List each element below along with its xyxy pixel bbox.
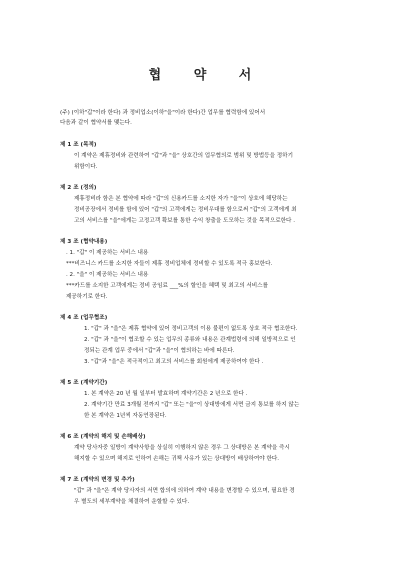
article-2-line: 고의 서비스를 "을"에게는 고정고객 확보를 통한 수익 창출을 도모하는 것을 목적으로한다 . (74, 218, 296, 224)
article-4-line: 1. "갑" 과 "을"은 제휴 협약에 있어 정비고객의 이용 불편이 없도록 상호 적극 협조한다. (84, 326, 298, 332)
article-6-line: 해지할 수 있으며 해지로 인하여 손해는 귀책 사유가 있는 상대방이 배상하여야 한다. (74, 456, 280, 462)
article-7-line: 우 별도의 세부계약을 체결하여 운할할 수 있다. (74, 499, 190, 505)
article-3-line: . 2. "을" 이 제공하는 서비스 내용 (66, 272, 149, 278)
article-1-line: 이 계약은 제휴정비와 관련하여 "갑"과 "을" 상호간의 업무협의로 범위 및 방법등을 정하기 (74, 153, 293, 159)
article-3-line: ***카드를 소지한 고객에게는 정비 공임료 ___%의 할인을 혜택 및 최고의 서비스를 (66, 283, 268, 289)
article-6-line: 계약 당사자중 일방이 계약사항을 상실히 이행하지 않은 경우 그 상대방은 본 계약을 즉시 (74, 445, 290, 451)
intro-line-1: (주) (이하"갑"이라 한다) 과 정비업소(이하"을"이라 한다)간 업무를 협력함에 있어서 (60, 110, 266, 116)
article-3-line: . 1. "갑" 이 제공하는 서비스 내용 (66, 250, 149, 256)
article-3-line: 제공하기로 한다. (66, 294, 108, 300)
article-6-heading: 제 6 조 (계약의 해지 및 손해배상) (60, 434, 146, 440)
article-3-heading: 제 3 조 (협약내용) (60, 239, 108, 245)
intro-line-2: 다음과 같이 협약서를 맺는다. (60, 120, 132, 126)
article-5-line: 2. 계약기간 만료 3개월 전까지 "갑" 또는 "을"이 상대방에게 서면 금지 통보를 하지 않는 (84, 402, 300, 408)
article-5-line: 1. 본 계약은 20 년 월 일부터 발효하며 계약기간은 2 년으로 한다 . (84, 391, 248, 397)
article-2-line: 정비공장에서 정비를 함에 있어 "갑"의 고객에게는 정비우대를 함으로써 "갑"의 고객에게 최 (74, 207, 297, 213)
article-2-line: 제휴정비라 함은 본 협약에 따라 "갑"의 신용카드를 소지한 자가 "을"이 상호에 해당하는 (74, 196, 288, 202)
page-title: 협 약 서 (148, 68, 266, 83)
article-1-line: 위함이다. (74, 164, 98, 170)
article-4-line: 3. "갑"과 "을"은 적극적이고 최고의 서비스를 회원에게 제공하여야 한다 . (84, 359, 264, 365)
article-1-heading: 제 1 조 (목적) (60, 142, 97, 148)
article-5-line: 한 본 계약은 1년씩 자동연장된다. (84, 413, 167, 419)
article-4-heading: 제 4 조 (업무협조) (60, 315, 108, 321)
article-2-heading: 제 2 조 (정의) (60, 185, 97, 191)
article-3-line: ***비즈니스 카드를 소지한 자들이 제휴 정비업체에 정비할 수 있도록 적극 홍보한다. (66, 261, 273, 267)
article-7-heading: 제 7 조 (계약의 변경 및 추가) (60, 477, 135, 483)
article-5-heading: 제 5 조 (계약기간) (60, 380, 108, 386)
article-7-line: "갑" 과 "을"은 계약 당사자의 서면 합의에 의하여 계약 내용을 변경할 수 있으며, 필요한 경 (74, 488, 295, 494)
article-4-line: 2. "갑" 과 "을"이 협조할 수 있는 업무의 종류와 내용은 관계법령에 의해 일방적으로 인 (84, 337, 296, 343)
article-4-line: 정되는 관계 업무 중에서 "갑"과 "을"이 협의하는 바에 따른다. (84, 348, 235, 354)
